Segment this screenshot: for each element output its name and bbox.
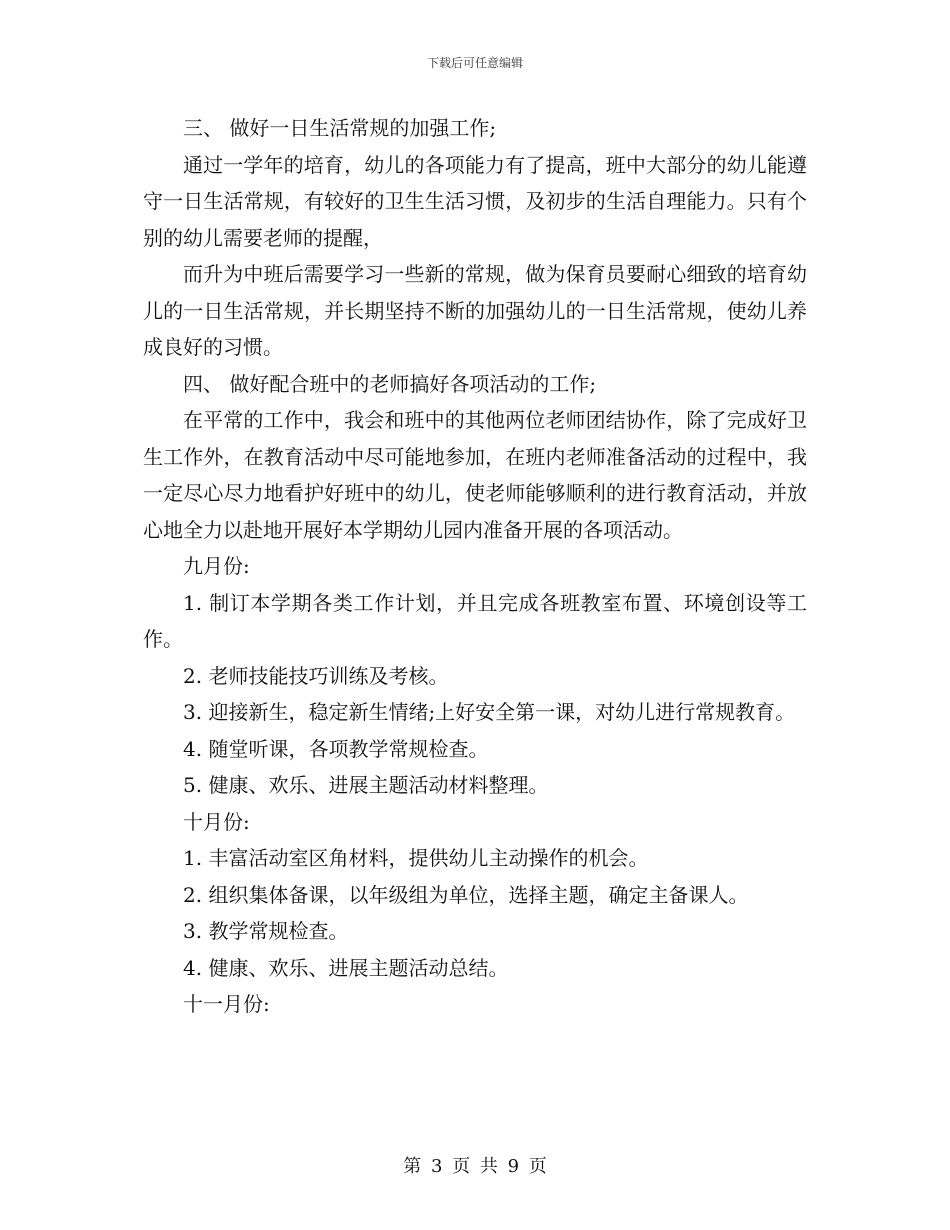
list-item: 4. 健康、欢乐、进展主题活动总结。	[183, 955, 509, 980]
paragraph: 在平常的工作中，我会和班中的其他两位老师团结协作，除了完成好卫生工作外，在教育活动中尽可能地参加，在班内老师准备活动的过程中，我一定尽心尽力地看护好班中的幼儿，使老师能够顺利的进行教育活动，并放心地全力以赴地开展好本学期幼儿园内准备开展的各项活动。	[143, 408, 807, 542]
month-heading-october: 十月份:	[183, 809, 250, 834]
list-item: 3. 迎接新生，稳定新生情绪;上好安全第一课，对幼儿进行常规教育。	[183, 700, 796, 724]
list-item: 5. 健康、欢乐、进展主题活动材料整理。	[183, 773, 549, 797]
paragraph: 通过一学年的培育，幼儿的各项能力有了提高，班中大部分的幼儿能遵守一日生活常规，有较好的卫生生活习惯，及初步的生活自理能力。只有个别的幼儿需要老师的提醒，	[143, 152, 807, 250]
list-item: 4. 随堂听课，各项教学常规检查。	[183, 736, 489, 761]
list-item: 1. 制订本学期各类工作计划，并且完成各班教室布置、环境创设等工作。	[143, 590, 807, 651]
header-note: 下载后可任意编辑	[426, 56, 523, 70]
list-item: 1. 丰富活动室区角材料，提供幼儿主动操作的机会。	[183, 846, 649, 870]
list-item: 2. 老师技能技巧训练及考核。	[183, 663, 449, 688]
list-item: 2. 组织集体备课，以年级组为单位，选择主题，确定主备课人。	[183, 882, 749, 907]
paragraph: 而升为中班后需要学习一些新的常规，做为保育员要耐心细致的培育幼儿的一日生活常规，并长期坚持不断的加强幼儿的一日生活常规，使幼儿养成良好的习惯。	[143, 262, 807, 359]
month-heading-september: 九月份:	[183, 554, 250, 578]
month-heading-november: 十一月份:	[183, 992, 270, 1016]
page-number: 第 3 页 共 9 页	[403, 1156, 547, 1177]
section-heading-3: 三、 做好一日生活常规的加强工作;	[183, 116, 497, 140]
list-item: 3. 教学常规检查。	[183, 919, 349, 943]
document-body	[143, 110, 807, 1023]
section-heading-4: 四、 做好配合班中的老师搞好各项活动的工作;	[183, 371, 597, 396]
